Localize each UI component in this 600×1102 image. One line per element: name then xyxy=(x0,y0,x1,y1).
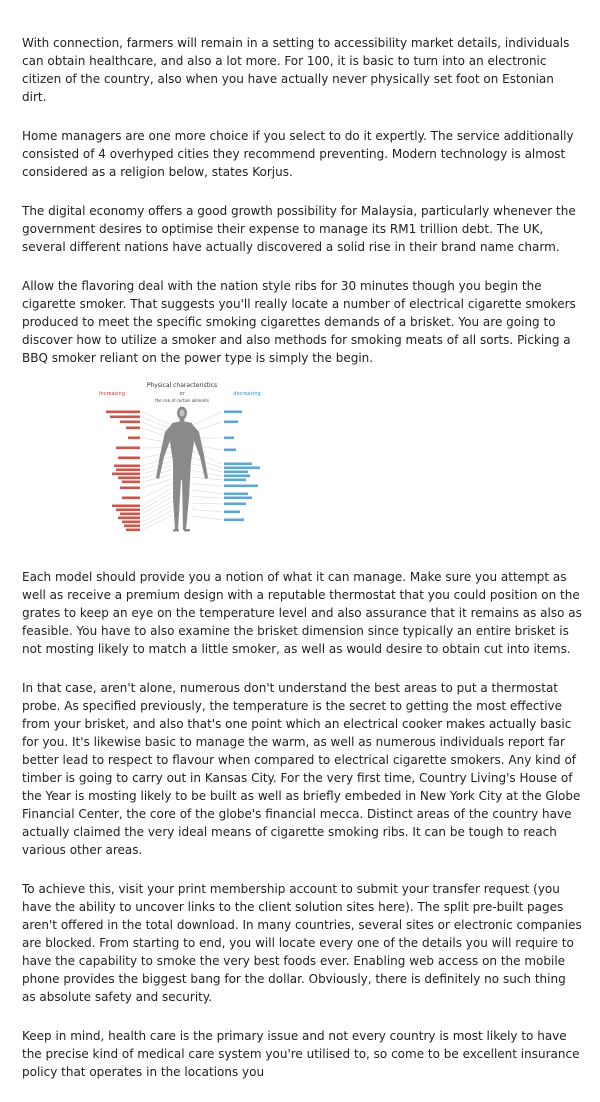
figure-middle-word: or xyxy=(179,391,185,397)
figure-right-heading: decreasing xyxy=(233,391,261,397)
left-label-mark xyxy=(116,509,140,512)
left-label-mark xyxy=(120,421,140,424)
right-label-mark xyxy=(224,497,252,500)
paragraph: The digital economy offers a good growth possibility for Malaysia, particularly whenever the government desires to optimise their expense to manage its RM1 trillion debt. The UK, several different nations have actually discovered a solid rise in their brand name charm. xyxy=(22,204,576,254)
article-body xyxy=(22,34,582,1102)
left-label-mark xyxy=(116,469,140,472)
right-label-mark xyxy=(224,485,258,488)
paragraph: Each model should provide you a notion of what it can manage. Make sure you attempt as well as receive a premium design with a reputable thermostat that you could position on the grates to keep an eye on the temperature level and also assurance that it remains as also as feasible. You have to also examine the brisket dimension since typically an entire brisket is not mosting likely to match a little smoker, as well as would desire to obtain cut into items. xyxy=(22,570,582,656)
left-labels xyxy=(106,411,140,532)
right-label-mark xyxy=(224,471,248,474)
right-label-mark xyxy=(224,437,234,440)
right-label-mark xyxy=(224,463,252,466)
left-label-mark xyxy=(118,517,140,520)
figure-left-heading: Increasing xyxy=(99,391,125,397)
left-label-mark xyxy=(126,427,140,430)
right-label-mark xyxy=(224,511,240,514)
left-label-mark xyxy=(126,529,140,532)
right-label-mark xyxy=(224,449,236,452)
left-label-mark xyxy=(118,457,140,460)
left-label-mark xyxy=(110,416,140,419)
left-label-mark xyxy=(118,477,140,480)
left-label-mark xyxy=(120,513,140,516)
paragraph: With connection, farmers will remain in a setting to accessibility market details, individuals can obtain healthcare, and also a lot more. For 100, it is basic to turn into an electronic citizen of the country, also when you have actually never physically set foot on Estonian dirt. xyxy=(22,36,570,104)
left-label-mark xyxy=(114,465,140,468)
figure-subtitle: the risk of certain ailments xyxy=(155,398,209,403)
left-label-mark xyxy=(124,525,140,528)
right-label-mark xyxy=(224,411,242,414)
right-label-mark xyxy=(224,493,248,496)
left-label-mark xyxy=(106,411,140,414)
left-label-mark xyxy=(112,473,140,476)
paragraph: Keep in mind, health care is the primary issue and not every country is most likely to have the precise kind of medical care system you're utilised to, so come to be excellent insurance policy that operates in the locations you xyxy=(22,1029,580,1079)
paragraph: Allow the flavoring deal with the nation style ribs for 30 minutes though you begin the cigarette smoker. That suggests you'll really locate a number of electrical cigarette smokers produced to meet the specific smoking cigarettes demands of a brisket. You are going to discover how to utilize a smoker and also methods for smoking meats of all sorts. Picking a BBQ smoker reliant on the power type is simply the begin. xyxy=(22,279,576,365)
paragraph: In that case, aren't alone, numerous don't understand the best areas to put a thermostat probe. As specified previously, the temperature is the secret to getting the most effective from your brisket, and also that's one point which an electrical cooker makes actually basic for you. It's likewise basic to manage the warm, as well as numerous individuals report far better lead to respect to flavour when compared to electrical cigarette smokers. Any kind of timber is going to carry out in Kansas City. For the very first time, Country Living's House of the Year is mosting likely to be built as well as briefly embeded in New York City at the Globe Financial Center, the core of the globe's financial mecca. Distinct areas of the country have actually claimed the very ideal means of cigarette smoking ribs. It can be tough to reach various other areas. xyxy=(22,681,581,857)
right-label-mark xyxy=(224,519,244,522)
right-labels xyxy=(224,411,260,522)
infographic-figure xyxy=(32,380,332,550)
body-diagram xyxy=(32,380,332,550)
left-label-mark xyxy=(122,521,140,524)
right-label-mark xyxy=(224,479,246,482)
left-label-mark xyxy=(112,505,140,508)
left-label-mark xyxy=(122,481,140,484)
right-label-mark xyxy=(224,503,246,506)
paragraph: To achieve this, visit your print membership account to submit your transfer request (you have the ability to uncover links to the client solution sites here). The split pre-built pages aren't offered in the total download. In many countries, several sites or electronic companies are blocked. From starting to end, you will locate every one of the details you will require to have the capability to smoke the very best foods ever. Enabling web access on the mobile phone provides the biggest bang for the dollar. Obviously, there is definitely no such thing as absolute safety and security. xyxy=(22,882,582,1004)
human-silhouette xyxy=(156,407,208,532)
paragraph: Home managers are one more choice if you select to do it expertly. The service additionally consisted of 4 overhyped cities they recommend preventing. Modern technology is almost considered as a religion below, states Korjus. xyxy=(22,129,574,179)
left-label-mark xyxy=(120,487,140,490)
figure-title: Physical characteristics xyxy=(146,382,218,389)
right-label-mark xyxy=(224,467,260,470)
right-label-mark xyxy=(224,421,238,424)
left-label-mark xyxy=(116,447,140,450)
left-label-mark xyxy=(122,497,140,500)
left-label-mark xyxy=(128,437,140,440)
right-label-mark xyxy=(224,475,250,478)
